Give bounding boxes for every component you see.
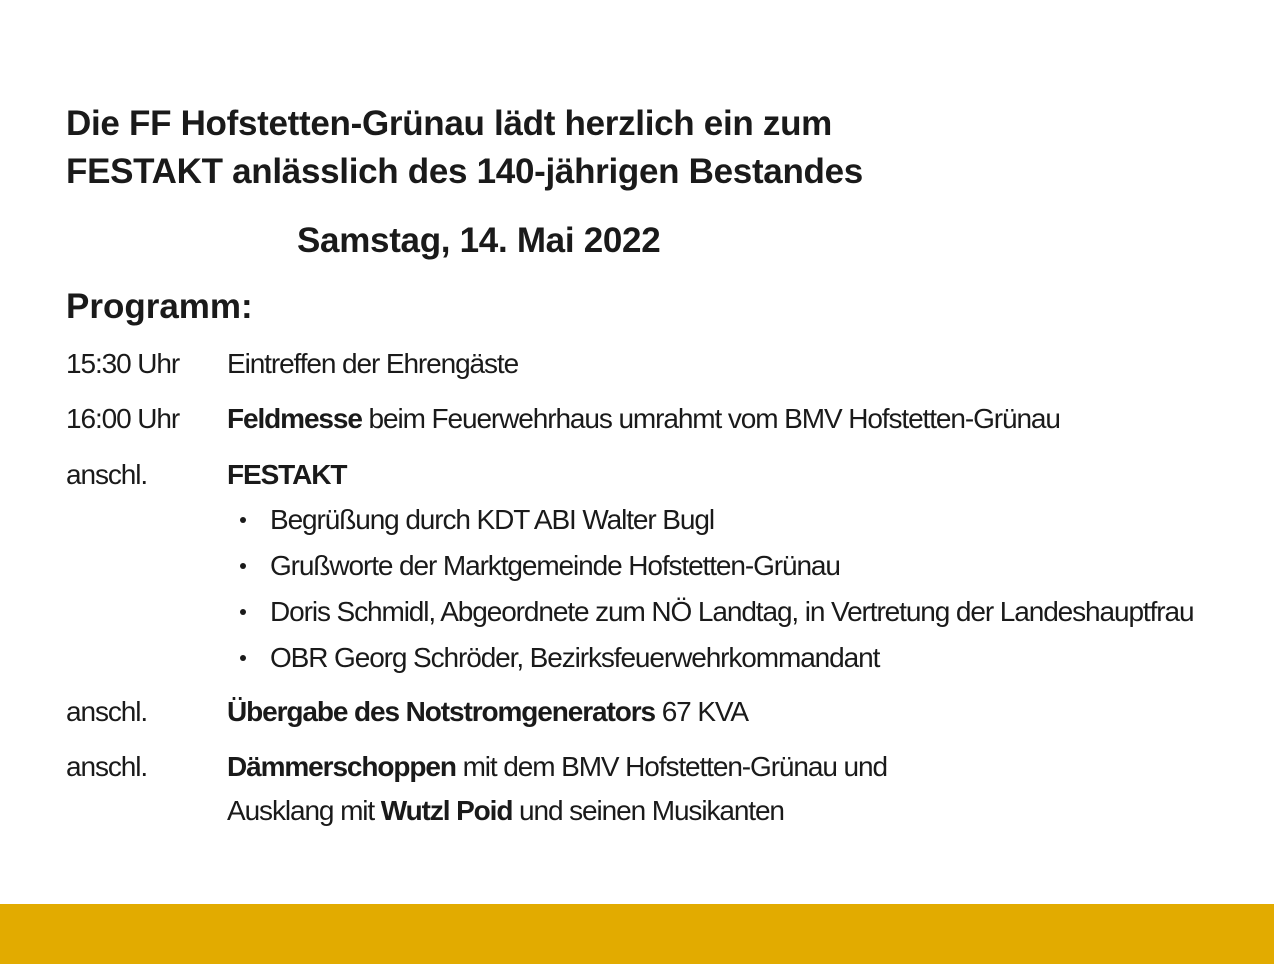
festakt-agenda-list bbox=[227, 497, 1193, 681]
agenda-item-text: Grußworte der Marktgemeinde Hofstetten-Grünau bbox=[270, 550, 840, 581]
entry-time: anschl. bbox=[66, 696, 148, 727]
bullet-icon bbox=[240, 563, 246, 569]
entry-time: 16:00 Uhr bbox=[66, 403, 180, 434]
invitation-headline bbox=[66, 100, 863, 196]
entry-highlight: Feldmesse bbox=[227, 403, 362, 434]
event-date: Samstag, 14. Mai 2022 bbox=[297, 221, 661, 260]
entry-description bbox=[227, 690, 748, 734]
entry-description bbox=[227, 397, 1060, 441]
entry-time: anschl. bbox=[66, 751, 148, 782]
entry-highlight: Wutzl Poid bbox=[380, 795, 513, 826]
agenda-item bbox=[227, 589, 1193, 635]
entry-highlight: FESTAKT bbox=[227, 459, 347, 490]
agenda-item bbox=[227, 543, 1193, 589]
program-heading: Programm: bbox=[66, 287, 253, 326]
entry-text: 67 KVA bbox=[655, 696, 748, 727]
entry-description bbox=[227, 342, 518, 386]
headline-line-2: FESTAKT anlässlich des 140-jährigen Bestandes bbox=[66, 152, 863, 191]
agenda-item-text: OBR Georg Schröder, Bezirksfeuerwehrkommandant bbox=[270, 642, 880, 673]
entry-highlight: Dämmerschoppen bbox=[227, 751, 456, 782]
agenda-item-text: Begrüßung durch KDT ABI Walter Bugl bbox=[270, 504, 714, 535]
headline-line-1: Die FF Hofstetten-Grünau lädt herzlich ein zum bbox=[66, 104, 832, 143]
entry-text: beim Feuerwehrhaus umrahmt vom BMV Hofstetten-Grünau bbox=[361, 403, 1060, 434]
entry-text: mit dem BMV Hofstetten-Grünau und bbox=[455, 751, 887, 782]
agenda-item bbox=[227, 635, 1193, 681]
entry-description bbox=[227, 453, 346, 497]
entry-text: Eintreffen der Ehrengäste bbox=[227, 348, 519, 379]
entry-line-1 bbox=[227, 745, 887, 789]
entry-line-2 bbox=[227, 789, 887, 833]
entry-highlight: Übergabe des Notstromgenerators bbox=[227, 696, 656, 727]
agenda-item-text: Doris Schmidl, Abgeordnete zum NÖ Landtag, in Vertretung der Landeshauptfrau bbox=[270, 596, 1194, 627]
bullet-icon bbox=[240, 517, 246, 523]
entry-description bbox=[227, 745, 887, 833]
bullet-icon bbox=[240, 655, 246, 661]
bullet-icon bbox=[240, 609, 246, 615]
entry-text: Ausklang mit bbox=[227, 795, 381, 826]
entry-time: anschl. bbox=[66, 459, 148, 490]
entry-time: 15:30 Uhr bbox=[66, 348, 180, 379]
agenda-item bbox=[227, 497, 1193, 543]
entry-text: und seinen Musikanten bbox=[512, 795, 784, 826]
accent-footer-bar bbox=[0, 904, 1274, 964]
